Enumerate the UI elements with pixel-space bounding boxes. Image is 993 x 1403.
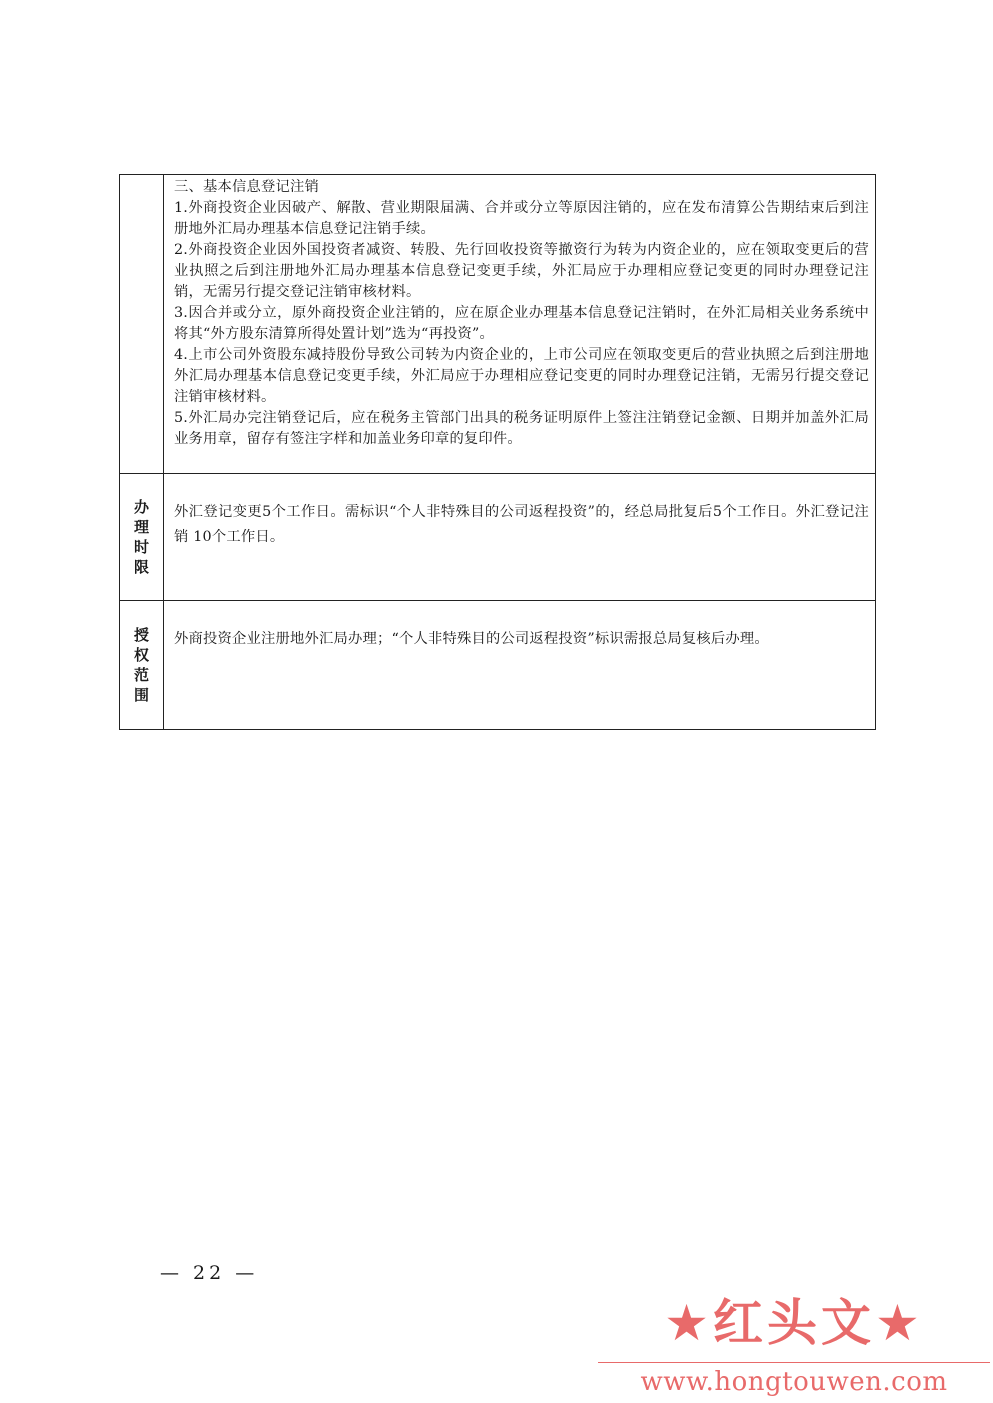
authorization-scope-label: 授 权 范 围	[120, 601, 164, 730]
table-row-time-limit	[120, 474, 876, 601]
clause-4: 4.上市公司外资股东减持股份导致公司转为内资企业的，上市公司应在领取变更后的营业执照之后到注册地外汇局办理基本信息登记变更手续，外汇局应于办理相应登记变更的同时办理登记注销，无需另行提交登记注销审核材料。	[174, 347, 869, 405]
watermark-divider	[598, 1362, 990, 1363]
clause-5: 5.外汇局办完注销登记后，应在税务主管部门出具的税务证明原件上签注注销登记金额、日期并加盖外汇局业务用章，留存有签注字样和加盖业务印章的复印件。	[174, 410, 869, 447]
table-row-authorization-scope	[120, 601, 876, 730]
clause-3: 3.因合并或分立，原外商投资企业注销的，应在原企业办理基本信息登记注销时，在外汇局相关业务系统中将其“外方股东清算所得处置计划”选为“再投资”。	[174, 305, 869, 342]
deregistration-content	[164, 175, 876, 474]
watermark-logo: ★红头文★	[664, 1294, 924, 1352]
watermark	[598, 1283, 990, 1398]
table-row-deregistration	[120, 175, 876, 474]
authorization-scope-content: 外商投资企业注册地外汇局办理；“个人非特殊目的公司返程投资”标识需报总局复核后办理。	[164, 601, 876, 730]
document-table	[119, 174, 876, 730]
section-heading: 三、基本信息登记注销	[174, 179, 319, 195]
clause-2: 2.外商投资企业因外国投资者减资、转股、先行回收投资等撤资行为转为内资企业的，应在领取变更后的营业执照之后到注册地外汇局办理基本信息登记变更手续，外汇局应于办理相应登记变更的同时办理登记注销，无需另行提交登记注销审核材料。	[174, 242, 869, 300]
watermark-url: www.hongtouwen.com	[640, 1367, 948, 1397]
clause-1: 1.外商投资企业因破产、解散、营业期限届满、合并或分立等原因注销的，应在发布清算公告期结束后到注册地外汇局办理基本信息登记注销手续。	[174, 200, 869, 237]
row-label-empty	[120, 175, 164, 474]
time-limit-label: 办 理 时 限	[120, 474, 164, 601]
time-limit-content: 外汇登记变更5个工作日。需标识“个人非特殊目的公司返程投资”的，经总局批复后5个工作日。外汇登记注销 10个工作日。	[164, 474, 876, 601]
page-number: — 22 —	[160, 1262, 259, 1284]
